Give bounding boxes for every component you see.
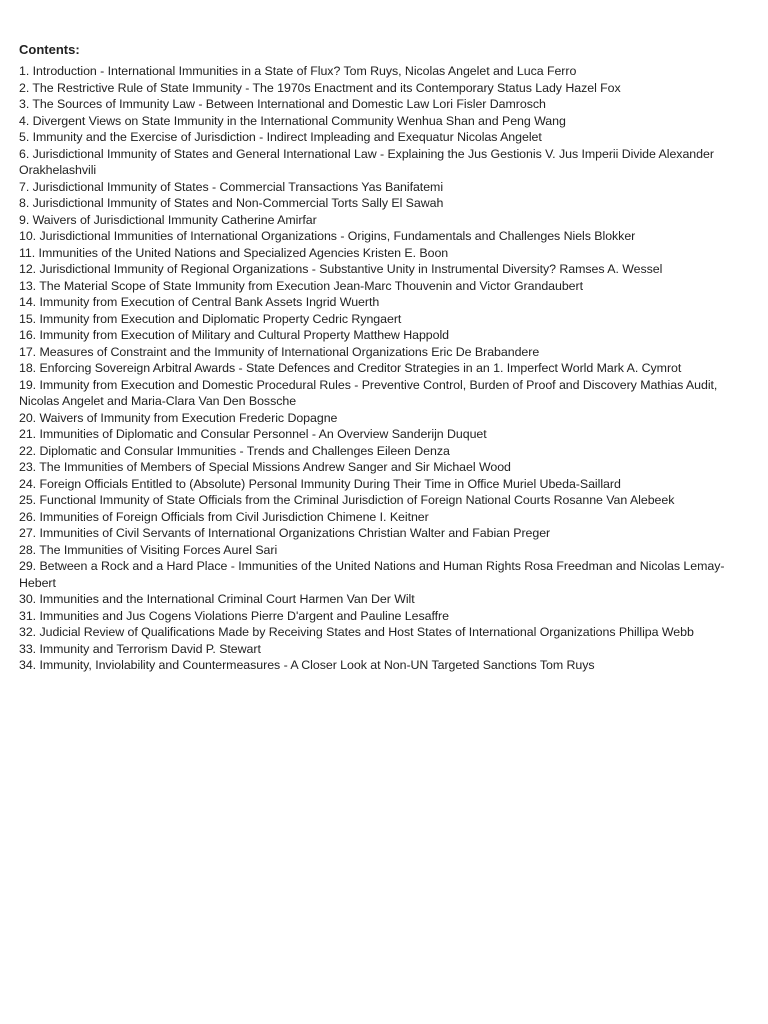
toc-entry: 6. Jurisdictional Immunity of States and General International Law - Explaining the Jus Gestionis V. Jus Imperii Divide Alexander Orakhelashvili <box>19 146 714 177</box>
toc-entry: 13. The Material Scope of State Immunity from Execution Jean-Marc Thouvenin and Victor Grandaubert <box>19 278 583 293</box>
toc-entry: 18. Enforcing Sovereign Arbitral Awards - State Defences and Creditor Strategies in an 1. Imperfect World Mark A. Cymrot <box>19 361 682 375</box>
toc-entry: 7. Jurisdictional Immunity of States - Commercial Transactions Yas Banifatemi <box>19 179 444 194</box>
toc-entry: 22. Diplomatic and Consular Immunities - Trends and Challenges Eileen Denza <box>19 443 450 458</box>
toc-entry: 34. Immunity, Inviolability and Countermeasures - A Closer Look at Non-UN Targeted Sanctions Tom Ruys <box>19 658 595 672</box>
toc-entry: 17. Measures of Constraint and the Immunity of International Organizations Eric De Brabandere <box>19 344 540 359</box>
toc-entry: 29. Between a Rock and a Hard Place - Immunities of the United Nations and Human Rights Rosa Freedman and Nicolas Lemay-Hebert <box>19 559 725 590</box>
toc-entry: 9. Waivers of Jurisdictional Immunity Catherine Amirfar <box>19 212 317 227</box>
toc-entry: 15. Immunity from Execution and Diplomatic Property Cedric Ryngaert <box>19 311 402 326</box>
toc-entry: 1. Introduction - International Immunities in a State of Flux? Tom Ruys, Nicolas Angelet and Luca Ferro <box>19 64 577 78</box>
toc-entry: 27. Immunities of Civil Servants of International Organizations Christian Walter and Fabian Preger <box>19 526 551 540</box>
toc-entry: 31. Immunities and Jus Cogens Violations Pierre D'argent and Pauline Lesaffre <box>19 608 449 623</box>
toc-entry: 26. Immunities of Foreign Officials from Civil Jurisdiction Chimene I. Keitner <box>19 509 429 524</box>
toc-entry: 11. Immunities of the United Nations and Specialized Agencies Kristen E. Boon <box>19 245 449 260</box>
document-page <box>19 42 759 674</box>
toc-entry: 14. Immunity from Execution of Central Bank Assets Ingrid Wuerth <box>19 295 380 309</box>
toc-entry: 24. Foreign Officials Entitled to (Absolute) Personal Immunity During Their Time in Office Muriel Ubeda-Saillard <box>19 476 621 491</box>
toc-entry: 12. Jurisdictional Immunity of Regional Organizations - Substantive Unity in Instrumental Diversity? Ramses A. Wessel <box>19 262 663 276</box>
toc-entry: 8. Jurisdictional Immunity of States and Non-Commercial Torts Sally El Sawah <box>19 196 444 210</box>
toc-entry: 20. Waivers of Immunity from Execution Frederic Dopagne <box>19 410 338 425</box>
toc-entry: 30. Immunities and the International Criminal Court Harmen Van Der Wilt <box>19 592 415 606</box>
contents-heading: Contents: <box>19 42 80 57</box>
toc-entry: 10. Jurisdictional Immunities of International Organizations - Origins, Fundamentals and Challenges Niels Blokker <box>19 229 636 243</box>
toc-entry: 23. The Immunities of Members of Special Missions Andrew Sanger and Sir Michael Wood <box>19 460 511 474</box>
toc-entry: 25. Functional Immunity of State Officials from the Criminal Jurisdiction of Foreign National Courts Rosanne Van Alebeek <box>19 493 675 507</box>
toc-entry: 19. Immunity from Execution and Domestic Procedural Rules - Preventive Control, Burden of Proof and Discovery Mathias Audit, Nicolas Angelet and Maria-Clara Van Den Bossche <box>19 377 718 408</box>
toc-entry: 33. Immunity and Terrorism David P. Stewart <box>19 641 261 656</box>
toc-entry: 4. Divergent Views on State Immunity in the International Community Wenhua Shan and Peng Wang <box>19 113 566 128</box>
toc-entry: 21. Immunities of Diplomatic and Consular Personnel - An Overview Sanderijn Duquet <box>19 427 487 441</box>
toc-entry: 28. The Immunities of Visiting Forces Aurel Sari <box>19 542 278 557</box>
toc-entry: 32. Judicial Review of Qualifications Made by Receiving States and Host States of International Organizations Phillipa Webb <box>19 625 694 639</box>
toc-entry: 5. Immunity and the Exercise of Jurisdiction - Indirect Impleading and Exequatur Nicolas Angelet <box>19 130 542 144</box>
table-of-contents <box>19 63 759 674</box>
toc-entry: 2. The Restrictive Rule of State Immunity - The 1970s Enactment and its Contemporary Status Lady Hazel Fox <box>19 80 621 95</box>
toc-entry: 16. Immunity from Execution of Military and Cultural Property Matthew Happold <box>19 328 450 342</box>
toc-entry: 3. The Sources of Immunity Law - Between International and Domestic Law Lori Fisler Damrosch <box>19 97 546 111</box>
